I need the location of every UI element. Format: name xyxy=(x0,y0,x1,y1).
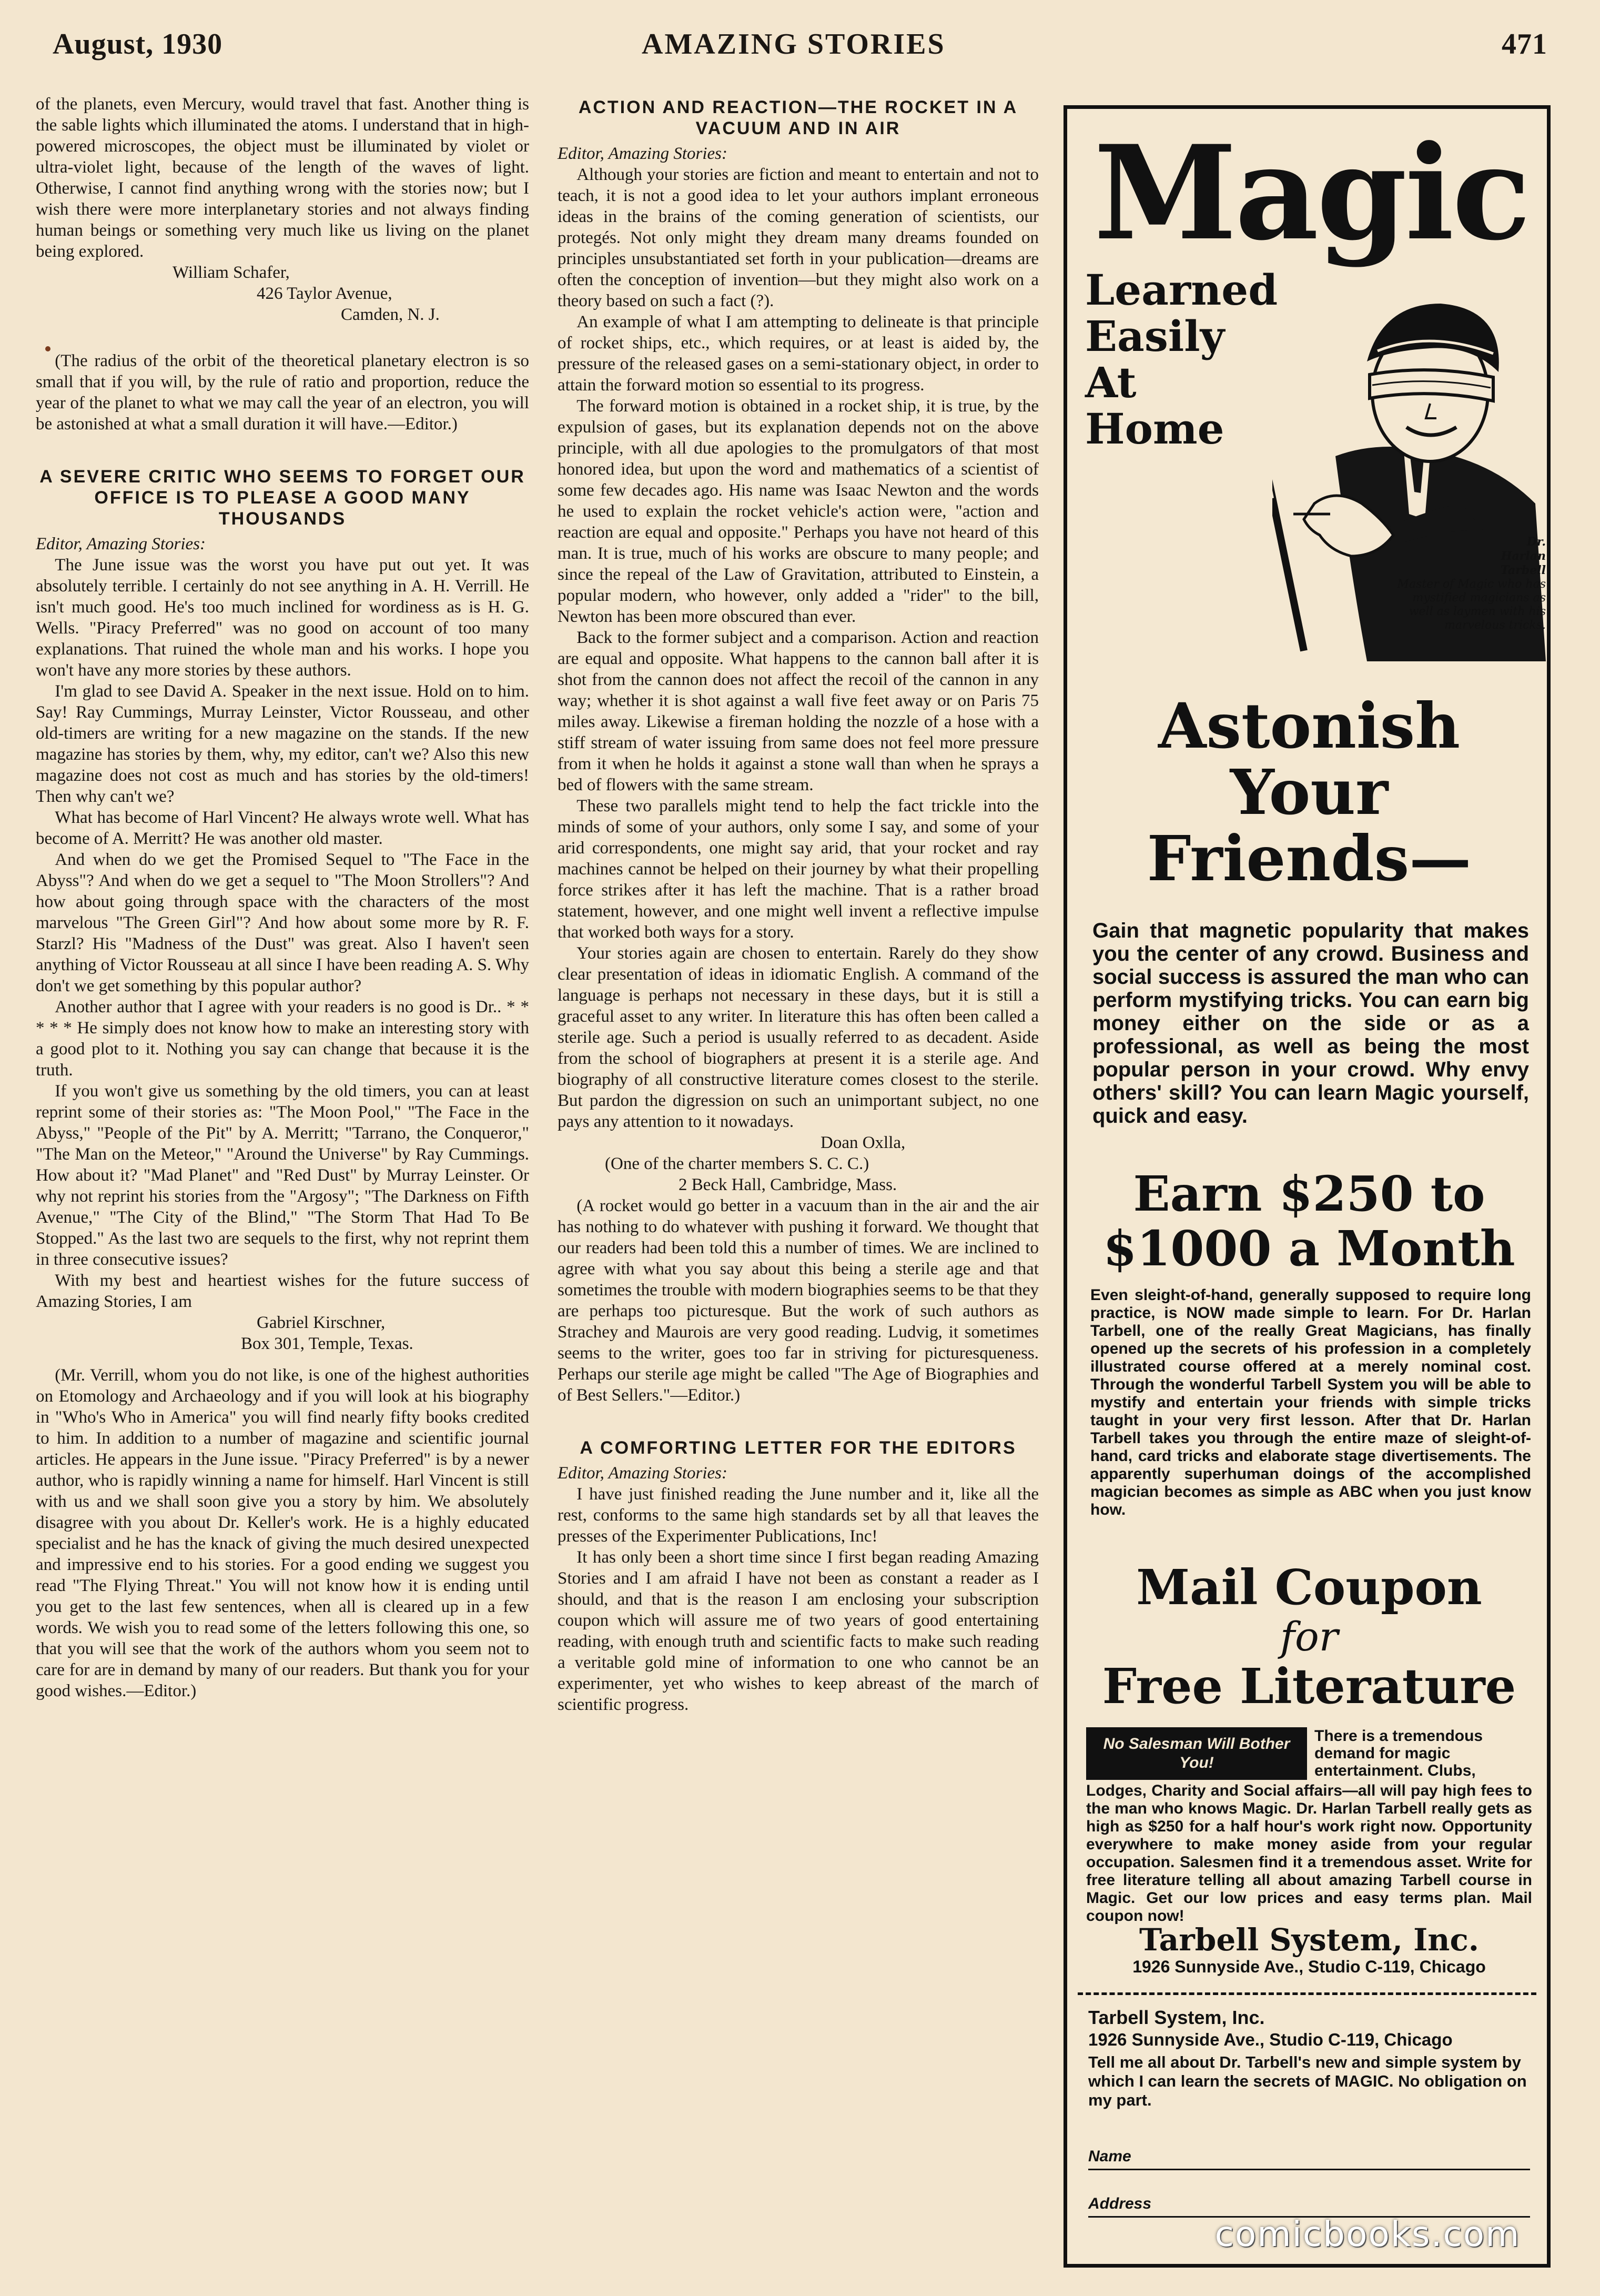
signature-city: Camden, N. J. xyxy=(341,305,440,324)
letter-paragraph: Although your stories are fiction and meant to entertain and not to teach, it is not a good idea to let your authors implant erroneous ideas in the brains of the coming generation of scientists, our protegés. Not only might they dream many dreams founded on principles unsubstantiated set forth in your publication—dreams are often the conception of invention—but they might also work on a theory based on such a fact (?). xyxy=(558,165,1039,310)
letter-salutation: Editor, Amazing Stories: xyxy=(558,1464,727,1483)
coupon-address: 1926 Sunnyside Ave., Studio C-119, Chicago xyxy=(1088,2030,1453,2049)
letter-paragraph: These two parallels might tend to help the fact trickle into the minds of some of your authors, only some I say, and some of your arid correspondents, one might say arid, that your rocket and ray machines cannot be helped on their journey by what their propelling force strikes after it has left the machine. That is a rather broad statement, however, and one might well invent a reflective impulse that worked both ways for a story. xyxy=(558,797,1039,942)
ad-subheadline-line: Easily xyxy=(1085,311,1225,361)
letter-salutation: Editor, Amazing Stories: xyxy=(36,535,206,553)
astonish-line: Astonish xyxy=(1158,689,1461,762)
ad-body-text: Even sleight-of-hand, generally supposed to require long practice, is NOW made simple to learn. For Dr. Harlan Tarbell, one of the really Great Magicians, has finally opened up the secrets of his profession in a completely illustrated course offered at a merely nominal cost. Through the wonderful Tarbell System you will be able to mystify and entertain your friends with simple tricks taught in your very first lesson. After that Dr. Harlan Tarbell takes you through the entire maze of sleight-of-hand, card tricks and elaborate stage divertisements. The apparently superhuman doings of the accomplished magician becomes as simple as ABC when you just know how. xyxy=(1090,1286,1531,1518)
letter-heading: A COMFORTING LETTER FOR THE EDITORS xyxy=(580,1438,1017,1458)
issue-date: August, 1930 xyxy=(53,28,223,61)
ad-body-text: Gain that magnetic popularity that makes you the center of any crowd. Business and social success is assured the man who can perform mystifying tricks. You can earn big money either on the side or as a professional, as well as being the most popular person in your crowd. Why envy others' skill? You can learn Magic yourself, quick and easy. xyxy=(1092,919,1529,1127)
editor-reply: (The radius of the orbit of the theoretical planetary electron is so small that if you will, by the rule of ratio and proportion, reduce the year of the planet to what we may call the year of an electron, you will be astonished at what a small duration it will have.—Editor.) xyxy=(36,351,529,434)
ad-subheadline xyxy=(1085,267,1285,452)
earn-line: Earn $250 to xyxy=(1133,1165,1485,1222)
letter-paragraph: If you won't give us something by the old timers, you can at least reprint some of their stories as: "The Moon Pool," "The Face in the Abyss," "People of the Pit" by A. Merritt; "Tarrano, the Conqueror," "The Man on the Meteor," "Around the Universe" by Ray Cummings. How about it? "Mad Planet" and "Red Dust" by Murray Leinster. Or why not reprint his stories from the "Argosy"; "The Darkness on Fifth Avenue," "The City of the Blind," "The Storm That Had To Be Stopped." As the last two are sequels to the first, why not reprint them in three consecutive issues? xyxy=(36,1082,529,1269)
mail-line: Free Literature xyxy=(1102,1658,1516,1715)
column-middle xyxy=(558,94,1039,1715)
letter-paragraph: The June issue was the worst you have put out yet. It was absolutely terrible. I certainly do not see anything in A. H. Verrill. He isn't much good. He's too much inclined for wordiness as is H. G. Wells. "Piracy Preferred" was no good on account of too many explanations. That ruined the whole man and his works. I hope you won't have any more stories by these authors. xyxy=(36,556,529,680)
signature-name: William Schafer, xyxy=(173,263,290,282)
letter-paragraph: Another author that I agree with your readers is no good is Dr.. * * * * * He simply does not know how to make an interesting story with a good plot to it. Nothing you say can change that because it is the truth. xyxy=(36,998,529,1080)
page-number: 471 xyxy=(1502,28,1547,61)
ad-subheadline-line: Home xyxy=(1085,404,1224,454)
no-salesman-badge: No Salesman Will Bother You! xyxy=(1086,1727,1307,1780)
company-address: 1926 Sunnyside Ave., Studio C-119, Chicago xyxy=(1132,1957,1486,1976)
caption-name: Tarbell xyxy=(1500,563,1546,577)
astonish-line: Your xyxy=(1230,756,1389,829)
watermark: comicbooks.com xyxy=(1214,2214,1521,2254)
magazine-title: AMAZING STORIES xyxy=(642,28,946,61)
mail-line: Mail Coupon xyxy=(1136,1559,1482,1616)
ad-astonish-heading xyxy=(1083,689,1535,895)
ad-earn-heading xyxy=(1083,1166,1535,1276)
page-header xyxy=(53,22,1547,69)
coupon-name-field[interactable]: Name xyxy=(1088,2148,1530,2170)
letter-paragraph: It has only been a short time since I first began reading Amazing Stories and I am afraid I have not been as constant a reader as I should, and that is the reason I am enclosing your subscription coupon which will assure me of two years of good entertaining reading, with enough truth and scientific facts to make such reading a veritable gold mine of information to one who cannot be an experimenter, yet who wishes to keep abreast of the march of scientific progress. xyxy=(558,1548,1039,1714)
earn-line: $1000 a Month xyxy=(1103,1220,1515,1277)
letter-paragraph: An example of what I am attempting to delineate is that principle of rocket ships, etc., which requires, or at least is aided by, the pressure of the released gases on a semi-stationary object, in order to attain the forward motion so essential to its progress. xyxy=(558,313,1039,395)
mail-line: for xyxy=(1280,1613,1339,1660)
signature-name: Doan Oxlla, xyxy=(821,1133,906,1152)
ad-body-text: Lodges, Charity and Social affairs—all will pay high fees to the man who knows Magic. Dr. Harlan Tarbell really gets as high as $250 for a half hour's work right now. Opportunity everywhere to make money aside from your regular occupation. Salesmen find it a tremendous asset. Write for free literature telling all about amazing Tarbell course in Magic. Get our low prices and easy terms plan. Mail coupon now! xyxy=(1086,1782,1532,1925)
letter-paragraph: Your stories again are chosen to entertain. Rarely do they show clear presentation of ideas in idiomatic English. A command of the language is perhaps not necessary in these days, but it is still a graceful asset to any writer. In literature this has often been called a sterile age. Such a period is usually referred to as decadent. Aside from the school of biographers at present it is a sterile age. And biography of all constructive literature comes closest to the sterile. But pardon the digression on such an unimportant subject, no one pays any attention to it nowadays. xyxy=(558,944,1039,1131)
letter-paragraph: And when do we get the Promised Sequel to "The Face in the Abyss"? And when do we get a sequel to "The Moon Strollers"? And how about going through space with the characters of the most marvelous "The Green Girl"? And how about some more by R. F. Starzl? His "Madness of the Dust" was great. Also I haven't seen anything of Victor Rousseau at all since I have been reading A. S. Why don't we get something by this popular author? xyxy=(36,850,529,995)
astonish-line: Friends— xyxy=(1147,822,1472,895)
ad-headline: Magic xyxy=(1093,117,1529,269)
caption-text: Master of Magic who has mystified magicians as well as laymen with his marvelous tricks. xyxy=(1397,578,1546,632)
signature-name: Gabriel Kirschner, xyxy=(257,1313,386,1332)
editor-reply: (A rocket would go better in a vacuum than in the air and the air has nothing to do whatever with pushing it forward. We thought that our readers had been told this a number of times. We are inclined to agree with what you say about this being a sterile age and that sometimes the trouble with modern biographies seems to be that they are perhaps too picturesque. But the work of such authors as Strachey and Maurois are very good reading. Ludvig, it sometimes seems to the writer, goes too far in striving for picturesqueness. Perhaps our sterile age might be called "The Age of Biographies and of Best Sellers."—Editor.) xyxy=(558,1196,1039,1405)
letter-paragraph: I'm glad to see David A. Speaker in the next issue. Hold on to him. Say! Ray Cummings, Murray Leinster, Victor Rousseau, and other old-timers are writing for a new magazine on the stands. If the new magazine has stories by them, why, my editor, can't we? Also this new magazine does not cost as much and has stories by the old-timers! Then why can't we? xyxy=(36,682,529,806)
ad-body-text: There is a tremendous demand for magic entertainment. Clubs, xyxy=(1314,1727,1483,1779)
signature-address: 2 Beck Hall, Cambridge, Mass. xyxy=(679,1175,897,1194)
ad-subheadline-line: Learned xyxy=(1085,265,1278,315)
magic-advertisement xyxy=(1064,105,1551,2268)
letter-salutation: Editor, Amazing Stories: xyxy=(558,144,727,163)
letter-paragraph: Back to the former subject and a comparison. Action and reaction are equal and opposite. What happens to the cannon ball after it is shot from the cannon does not affect the recoil of the cannon in any way; whether it is shot against a wall five feet away or on Paris 75 miles away. Likewise a fireman holding the nozzle of a hose with a stiff stream of water issuing from same does not feel more pressure from it when he holds it against a stone wall than when he sprays a bed of flowers with the same stream. xyxy=(558,628,1039,794)
letter-paragraph: What has become of Harl Vincent? He always wrote well. What has become of A. Merritt? He was another old master. xyxy=(36,808,529,848)
signature-address: Box 301, Temple, Texas. xyxy=(241,1334,413,1353)
letter-paragraph: With my best and heartiest wishes for the future success of Amazing Stories, I am xyxy=(36,1271,529,1311)
column-left xyxy=(36,94,529,1701)
ad-subheadline-line: At xyxy=(1085,358,1137,407)
portrait-caption xyxy=(1393,535,1546,632)
editor-reply: (Mr. Verrill, whom you do not like, is one of the highest authorities on Etomology and Archaeology and if you will look at his biography in "Who's Who in America" you will find nearly fifty books credited to him. In addition to a number of magazine and scientific journal articles. He appears in the June issue. "Piracy Preferred" is by a newer author, who is rapidly winning a name for himself. Harl Vincent is still with us and we shall soon give you a story by him. We absolutely disagree with you about Dr. Keller's work. He is a highly educated specialist and he has the knack of giving the much desired unexpected and impressive end to his stories. For a good ending we suggest you read "The Flying Threat." You will not know how it is ending until you get to the last few sentences, when all is cleared up in a few words. We wish you to read some of the letters following this one, so that you will see that the work of the authors whom you seem not to care for are in demand by many of our readers. But thank you for your good wishes.—Editor.) xyxy=(36,1366,529,1700)
company-name: Tarbell System, Inc. xyxy=(1139,1922,1479,1958)
ad-mail-heading xyxy=(1083,1561,1535,1713)
coupon-text: Tell me all about Dr. Tarbell's new and simple system by which I can learn the secrets of MAGIC. No obligation on my part. xyxy=(1088,2053,1527,2109)
coupon-company: Tarbell System, Inc. xyxy=(1088,2007,1265,2028)
signature-address: 426 Taylor Avenue, xyxy=(257,284,392,303)
letter-paragraph: The forward motion is obtained in a rocket ship, it is true, by the expulsion of gases, but its explanation depends not on the above principle, with all due apologies to the promulgators of that most honored idea, but upon the word and mathematics of a scientist of some few decades ago. His name was Isaac Newton and the words he used to explain the rocket vehicle's action were, "action and reaction are equal and opposite." Perhaps you have not heard of this man. It is true, much of his works are obscure to many people; and since the repeal of the Law of Gravitation, attributed to Einstein, a popular modern, who however, only added a "rider" to the bill, Newton has been more obscured than ever. xyxy=(558,397,1039,626)
letter-heading: A SEVERE CRITIC WHO SEEMS TO FORGET OUR OFFICE IS TO PLEASE A GOOD MANY THOUSANDS xyxy=(39,467,525,529)
letter-heading: ACTION AND REACTION—THE ROCKET IN A VACUUM AND IN AIR xyxy=(578,97,1018,138)
letter-paragraph: I have just finished reading the June number and it, like all the rest, conforms to the same high standards set by all that leaves the presses of the Experimenter Publications, Inc! xyxy=(558,1485,1039,1546)
caption-name: Dr. xyxy=(1526,535,1546,549)
coupon-address-field[interactable]: Address xyxy=(1088,2195,1530,2218)
signature-note: (One of the charter members S. C. C.) xyxy=(605,1154,869,1173)
letter-paragraph: of the planets, even Mercury, would travel that fast. Another thing is the sable lights which illuminated the atoms. I understand that in high-powered microscopes, the object must be illuminated by violet or ultra-violet light, because of the length of the waves of light. Otherwise, I cannot find anything wrong with the stories now; but I wish there were more interplanetary stories and not always finding human beings or something very much like us living on the planet being explored. xyxy=(36,95,529,261)
caption-name: Harlan xyxy=(1501,549,1546,563)
